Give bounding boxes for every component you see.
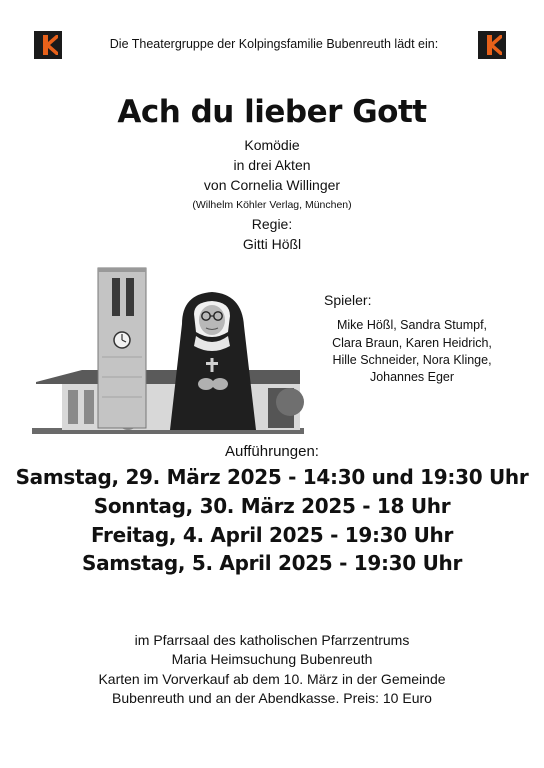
play-acts: in drei Akten bbox=[233, 157, 311, 173]
kolping-logo-left bbox=[34, 31, 62, 59]
ticket-info-line: Karten im Vorverkauf ab dem 10. März in der Gemeinde bbox=[98, 671, 446, 687]
cast-line: Hille Schneider, Nora Klinge, bbox=[332, 353, 492, 367]
cast-line: Clara Braun, Karen Heidrich, bbox=[332, 336, 492, 350]
performance-date: Samstag, 29. März 2025 - 14:30 und 19:30 Uhr bbox=[15, 465, 529, 489]
play-publisher: (Wilhelm Köhler Verlag, München) bbox=[192, 199, 352, 211]
performances-label: Aufführungen: bbox=[225, 443, 319, 460]
cast-line: Mike Hößl, Sandra Stumpf, bbox=[336, 318, 488, 332]
invitation-header: Die Theatergruppe der Kolpingsfamilie Bubenreuth lädt ein: bbox=[109, 37, 439, 51]
performance-date: Samstag, 5. April 2025 - 19:30 Uhr bbox=[81, 551, 463, 575]
venue-line: im Pfarrsaal des katholischen Pfarrzentrums bbox=[134, 632, 410, 648]
play-author: von Cornelia Willinger bbox=[203, 177, 341, 193]
venue-line: Maria Heimsuchung Bubenreuth bbox=[171, 651, 373, 667]
ticket-info-line: Bubenreuth und an der Abendkasse. Preis: 10 Euro bbox=[112, 690, 432, 706]
performance-date: Sonntag, 30. März 2025 - 18 Uhr bbox=[93, 494, 451, 518]
play-title: Ach du lieber Gott bbox=[117, 94, 427, 130]
nun-figure bbox=[170, 292, 256, 430]
cast-label: Spieler: bbox=[324, 292, 372, 308]
play-genre: Komödie bbox=[244, 137, 300, 153]
director-label: Regie: bbox=[251, 216, 293, 232]
church-and-nun-illustration bbox=[32, 262, 304, 440]
kolping-logo-right bbox=[478, 31, 506, 59]
cast-line: Johannes Eger bbox=[369, 370, 455, 384]
director-name: Gitti Hößl bbox=[242, 236, 302, 252]
performance-date: Freitag, 4. April 2025 - 19:30 Uhr bbox=[90, 523, 454, 547]
